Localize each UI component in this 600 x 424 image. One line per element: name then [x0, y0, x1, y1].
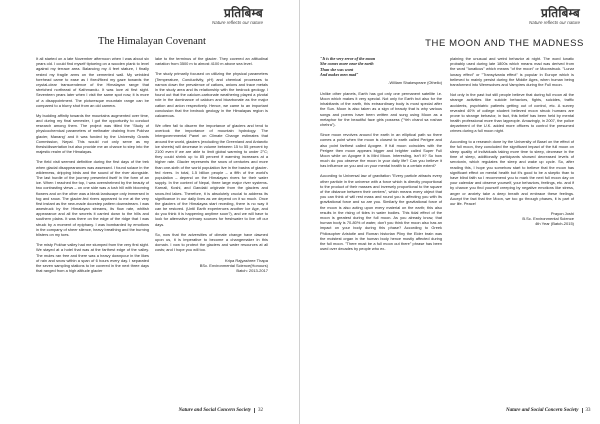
quote-attribution: -William Shakespeare (Othello)	[388, 79, 442, 85]
author-name: Prayon Joshi	[550, 211, 574, 217]
quote-line: "It is the very error of the moon	[320, 56, 376, 61]
article-column-1	[320, 56, 442, 256]
author-program: B.Sc. Environmental Science	[522, 216, 574, 222]
paragraph: It all started on a late November afternoon when I was about six years old. I could find myself tiptoeing on a wooden plank to level against my terrace area. Balancing my 4 feet stature, I finally rested my fragile arms on the cemented wall. My wrinkled forehead came to ease as I fixed/fixed my gaze towards the crystal-clear transcendence of the Himalayan range that stretched northeast of Kathmandu. It was love at first sight. Seventeen years later when I visit the same spot now, it is more of a disappointment. The picturesque mountain range can be compared to a blurry shot from an old camera.	[36, 56, 149, 108]
masthead-tagline: Nature reflects our nature	[211, 20, 263, 25]
footer-label: Nature and Social Concern Society	[506, 408, 579, 413]
paragraph: So, now that the adversities of climate change have dawned upon us, it is imperative to become a changemaker in this domain. I vow to protect the glaciers and water resources at all costs; and I hope you will too.	[155, 231, 268, 253]
quote-line: She comes more near the earth	[320, 61, 374, 67]
quote-line: And makes men mad"	[320, 72, 359, 78]
page-number: 32	[254, 408, 263, 413]
article-column-1	[36, 56, 149, 278]
masthead-logo: प्रतिबिम्ब	[224, 6, 263, 20]
epigraph-quote	[320, 56, 442, 78]
paragraph: Since moon revolves around the earth in an elliptical path so there comes a point when the moon is closest to earth called Perigee and also point farthest called Apogee. If full moon coincides with the Perigee then moon appears bigger and brighter called Super Full Moon while on Apogee it is Mini Moon. Interesting, isn't it? So how much do you observe the moon in your daily life? Can you believe it has influence on you and on your mental health to a certain extent?	[320, 132, 442, 169]
article-title: The Himalayan Covenant	[98, 36, 206, 47]
author-signature	[155, 258, 268, 273]
paragraph: Unlike other planets, Earth has got only one permanent satellite i.e. Moon which makes it very special. Not only for Earth but also for the inhabitants of the earth, this extraordinary body is most special after the Sun. Moon is also taken as a sign of beauty that is why various songs and poems have been written and sung using Moon as a metaphor for the beautiful face girls possess ("Yeh chand sa roshan chehra").	[320, 90, 442, 127]
author-name: Kripa Rajyashree Thapa	[224, 257, 268, 263]
author-signature	[450, 211, 574, 226]
masthead	[529, 4, 580, 25]
page-number: 33	[582, 408, 591, 413]
quote-line: Than she was wont	[320, 66, 354, 72]
article-title: THE MOON AND THE MADNESS	[425, 38, 584, 49]
masthead-logo: प्रतिबिम्ब	[541, 6, 580, 20]
article-column-2	[155, 56, 268, 273]
footer-label: Nature and Social Concern Society	[178, 408, 251, 413]
paragraph: We often fail to discern the importance of glaciers and tend to overlook the importance of mountain hydrology. The Intergovernmental Panel on Climate Change estimates that around the world, glaciers (excluding the Greenland and Antarctic ice sheets) will decrease in volume between 15 to 55 percent by 2100 even if we are able to limit global warming to under 2°C; they could shrink up to 85 percent if warming increases at a higher rate. Glacier represents the snow of centuries and more than one-sixth of the world population live in the basins of glacier-fed rivers. In total, 1.5 billion people – a fifth of the world's population – depend on the Himalayan rivers for their water supply. In the context of Nepal, three large major river systems-Karnali, Koshi, and Gandaki originate from the glaciers and snow-fed lakes. Therefore, it is absolutely crucial to address its significance in our daily lives as we depend on it so much. Once the glaciers of the Himalayas start receding, there is no way it can be restored. (Until Earth experiences another Ice Age, and do you think it is happening anytime soon?), and we will have to look for alternative primary sources for freshwater to live off our days.	[155, 123, 268, 227]
masthead	[212, 4, 263, 25]
masthead-tagline: Nature reflects our nature	[528, 20, 580, 25]
author-batch: Batch: 2013-2017	[236, 267, 268, 273]
article-column-2	[450, 56, 574, 226]
paragraph: lake to the terminus of the glacier. They covered an altitudinal variation from 3500 m to almost 4100 m above sea level.	[155, 56, 268, 67]
author-program: BSc. Environmental Science(Honours)	[199, 262, 268, 268]
page-footer	[506, 406, 591, 416]
right-page	[300, 0, 600, 424]
paragraph: plaining the unusual and weird behavior at night. The word lunatic probably used during late 1800s which means mad was derived from the word "lunaticus" which means "of the moon" or Moonstruck. "Lunar lunacy effect" or "Transylvania effect" is popular in Europe which is believed to mainly persist during the Middle Ages, when human being transformed into Werewolves and Vampires during the Full moon.	[450, 56, 574, 87]
paragraph: The study primarily focused on utilizing the physical parameters (Temperature, Conductivity, pH) and chemical processes to narrow down the prevalence of cations, anions and trace metals in the study area and its relationship with the bedrock geology. I found out that the calcium-carbonate weathering played a pivotal role in the dominance of calcium and bicarbonate as the major cation and anion respectively. Hence, we came to an important conclusion that the bedrock geology in the Himalayas region is calcareous.	[155, 71, 268, 118]
paragraph: According to a research done by the University of Basel on the effect of the full moon, they concluded the significant impact of the full moon on sleep quality of individuals taking more time to sleep, decrease in the time of sleep, additionally participants showed decreased levels of serotonin, which regulates the sleep and wake up cycle. So, after reading this, I hope you somehow start to believe that the moon has significant effect on mental health but it's good to be a skeptic than to have blind faith so I recommend you to mark the next full moon day on your calendar and observe yourself, your behaviors, feelings, etc. and if by chance you find yourself creeping by negative emotions like stress, anger or anxiety take a deep breath and embrace these feelings. Accept the fact that the Moon, we too go through phases, it is part of our life. Peace!	[450, 138, 574, 206]
paragraph: The misty Pokhar valley had me stumped from the very first sight. We stayed at a hotel that was at the farthest edge of the valley. The mules ran free and there was a heavy downpour in the likes of rain and snow within a span of 6 hours every day. I separated the seven sampling stations to be covered in the next three days that ranged from a high altitude glacier	[36, 242, 149, 274]
paragraph: Not only in the past but still people believe that during full moon all the strange activities like suicide behaviors, fights, suicides, traffic accidents, psychiatric patients getting out of control, etc. A survey revealed 40% of college student believed moon struck humans are prone to strange behavior, in fact, this belief has been held by mental health professional more than laypeople. Amazingly, in 2007, the police department of the U.K. added more officers to control the presumed crimes during a full moon night.	[450, 92, 574, 134]
page-footer	[178, 406, 263, 416]
paragraph: The field visit seemed definitive during the first days of the trek when glacial disappearances was assessed. I found solace in the wilderness, dripping birds and the sound of the river alongside. The last hurdle of the journey presented itself in the form of an ice. When I reached the top, I was overwhelmed by the beauty of two contrasting views – on one side was a lush hill with blooming flowers and on the other was a bleak landscape only immersed in fog and snow. The glacier-fed rivers appeared to me at the very first instant as the new-made doorstep pattern downstream. I was awestruck by the Himalayan streams, its flow rate, whitish appearance and all the secrets it carried down to the hills and southern plains. It was there on the edge of the ridge that I was struck by a moment of epiphany. I was bombarded by emotions in the company of sheer silence, heavy breathing and the burning blisters on my toes.	[36, 159, 149, 237]
paragraph: According to Universal law of gravitation "Every particle attracts every other particle in the universe with a force which is directly proportional to the product of their masses and inversely proportional to the square of the distance between their centers", which means every object that you can think of will rest mass and round you is affecting you with its gravitational force and so are you. Similarly the gravitational force of the moon is also acting upon every material on the earth; this also results in the rising of tides in water bodies. This tidal effect of the moon is greatest during the full moon. As you already know, that human body is 70-80% of water, don't you think the moon also has an impact on your body during this phase? According to Greek Philosopher Aristotle and Roman historian Pliny the Elder brain was the moistest organ in the human body hence mostly affected during the full moon. "There must be a full moon out there" phrase has been used over decades by people who ex-	[320, 173, 442, 252]
author-batch: 4th Year (Batch-2015)	[535, 221, 574, 227]
paragraph: My budding affinity towards the mountains augmented over time, and during my final semester, I got the opportunity to conduct research among them. The project was titled the 'Study of physicochemical parameters of meltwater draining from Pokhar glacier, Manang' and it was funded by the University Grants Commission, Nepal. This would not only serve as my thesis/dissertation but also provide me an chance to step into the majestic realm of the Himalayas.	[36, 112, 149, 155]
